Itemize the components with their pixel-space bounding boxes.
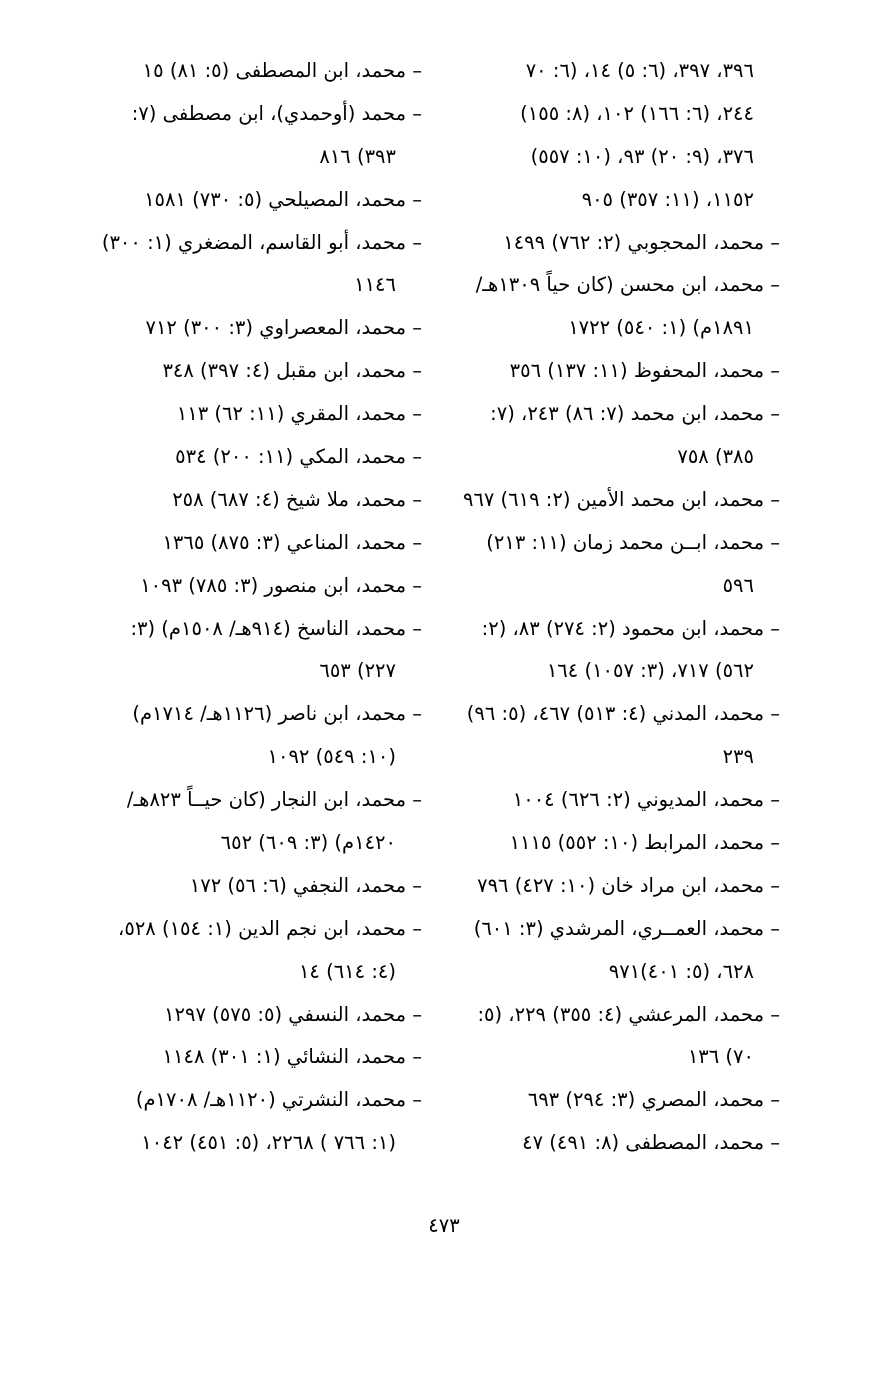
index-entry: – محمد، المحفوظ (١١: ١٣٧) ٣٥٦ bbox=[509, 359, 780, 383]
index-entry-continuation: (١: ٧٦٦ ) ٢٢٦٨، (٥: ٤٥١) ١٠٤٢ bbox=[141, 1131, 396, 1155]
index-entry: – محمد، ابن مراد خان (١٠: ٤٢٧) ٧٩٦ bbox=[477, 873, 780, 897]
index-entry: – محمد، ابن محمد الأمين (٢: ٦١٩) ٩٦٧ bbox=[462, 487, 780, 511]
index-entry: – محمد، ملا شيخ (٤: ٦٨٧) ٢٥٨ bbox=[172, 487, 422, 511]
index-entry: – محمد، النشائي (١: ٣٠١) ١١٤٨ bbox=[162, 1045, 422, 1069]
index-column-right bbox=[420, 50, 780, 1165]
index-entry-continuation: ٣٨٥) ٧٥٨ bbox=[677, 445, 754, 469]
index-entry: – محمد، ابن منصور (٣: ٧٨٥) ١٠٩٣ bbox=[140, 573, 422, 597]
index-entry: – محمد، المحجوبي (٢: ٧٦٢) ١٤٩٩ bbox=[503, 230, 780, 254]
index-entry: – محمد، المصيلحي (٥: ٧٣٠) ١٥٨١ bbox=[144, 187, 422, 211]
index-entry: – محمد، أبو القاسم، المضغري (١: ٣٠٠) bbox=[101, 230, 422, 254]
index-entry: – محمد، المقري (١١: ٦٢) ١١٣ bbox=[176, 402, 422, 426]
index-entry: – محمد، المصري (٣: ٢٩٤) ٦٩٣ bbox=[527, 1088, 780, 1112]
index-entry-continuation: ٣٩٣) ٨١٦ bbox=[319, 144, 396, 168]
index-entry: – محمد، ابن محمود (٢: ٢٧٤) ٨٣، (٢: bbox=[481, 616, 780, 640]
index-entry: – محمد، ابــن محمد زمان (١١: ٢١٣) bbox=[486, 530, 780, 554]
index-entry-continuation: ٢٤٤، (٦: ١٦٦) ١٠٢، (٨: ١٥٥) bbox=[520, 101, 754, 125]
page-number: ٤٧٣ bbox=[428, 1214, 460, 1237]
index-entry-continuation: ١٤٢٠م) (٣: ٦٠٩) ٦٥٢ bbox=[220, 831, 396, 855]
index-entry: – محمد، ابن نجم الدين (١: ١٥٤) ٥٢٨، bbox=[118, 916, 422, 940]
index-entry-continuation: ٢٢٧) ٦٥٣ bbox=[319, 659, 396, 683]
index-entry: – محمد، ابن النجار (كان حيــاً ٨٢٣هـ/ bbox=[126, 788, 422, 812]
index-entry: – محمد، العمــري، المرشدي (٣: ٦٠١) bbox=[473, 916, 780, 940]
index-entry: – محمد، ابن محمد (٧: ٨٦) ٢٤٣، (٧: bbox=[490, 402, 780, 426]
index-entry: – محمد، النشرتي (١١٢٠هـ/ ١٧٠٨م) bbox=[135, 1088, 422, 1112]
index-entry: – محمد، المصطفى (٨: ٤٩١) ٤٧ bbox=[522, 1131, 780, 1155]
index-entry: – محمد، المدني (٤: ٥١٣) ٤٦٧، (٥: ٩٦) bbox=[466, 702, 780, 726]
index-entry: – محمد، ابن محسن (كان حياً ١٣٠٩هـ/ bbox=[475, 273, 780, 297]
index-entry-continuation: ١١٤٦ bbox=[354, 273, 396, 297]
index-entry-continuation: ٧٠) ١٣٦ bbox=[687, 1045, 754, 1069]
index-entry-continuation: ١٨٩١م) (١: ٥٤٠) ١٧٢٢ bbox=[568, 316, 754, 340]
index-entry: – محمد، المديوني (٢: ٦٢٦) ١٠٠٤ bbox=[512, 788, 780, 812]
index-entry: – محمد، المرعشي (٤: ٣٥٥) ٢٢٩، (٥: bbox=[477, 1002, 780, 1026]
index-entry-continuation: ٣٩٦، ٣٩٧، (٦: ٥) ١٤، (٦: ٧٠ bbox=[525, 59, 754, 82]
index-entry: – محمد، النجفي (٦: ٥٦) ١٧٢ bbox=[189, 873, 422, 897]
index-entry: – محمد، المعصراوي (٣: ٣٠٠) ٧١٢ bbox=[145, 316, 422, 340]
index-entry-continuation: ٥٩٦ bbox=[722, 573, 754, 597]
index-entry-continuation: ٢٣٩ bbox=[722, 745, 754, 769]
index-entry: – محمد (أوحمدي)، ابن مصطفى (٧: bbox=[131, 101, 422, 125]
index-entry-continuation: ١١٥٢، (١١: ٣٥٧) ٩٠٥ bbox=[581, 187, 754, 211]
index-entry-continuation: ٦٢٨، (٥: ٤٠١)٩٧١ bbox=[608, 959, 754, 983]
index-entry: – محمد، الناسخ (٩١٤هـ/ ١٥٠٨م) (٣: bbox=[130, 616, 422, 640]
index-column-left bbox=[56, 50, 422, 1165]
index-entry: – محمد، المكي (١١: ٢٠٠) ٥٣٤ bbox=[175, 445, 422, 469]
index-entry: – محمد، النسفي (٥: ٥٧٥) ١٢٩٧ bbox=[164, 1002, 422, 1026]
index-entry: – محمد، ابن ناصر (١١٢٦هـ/ ١٧١٤م) bbox=[132, 702, 422, 726]
index-entry: – محمد، ابن المصطفى (٥: ٨١) ١٥ bbox=[142, 59, 422, 82]
index-entry-continuation: (١٠: ٥٤٩) ١٠٩٢ bbox=[267, 745, 396, 769]
index-entry: – محمد، المرابط (١٠: ٥٥٢) ١١١٥ bbox=[509, 831, 780, 855]
index-entry-continuation: (٤: ٦١٤) ١٤ bbox=[298, 959, 396, 983]
index-entry: – محمد، ابن مقبل (٤: ٣٩٧) ٣٤٨ bbox=[162, 359, 422, 383]
index-entry-continuation: ٥٦٢) ٧١٧، (٣: ١٠٥٧) ١٦٤ bbox=[546, 659, 754, 683]
index-entry: – محمد، المناعي (٣: ٨٧٥) ١٣٦٥ bbox=[162, 530, 422, 554]
index-entry-continuation: ٣٧٦، (٩: ٢٠) ٩٣، (١٠: ٥٥٧) bbox=[530, 144, 754, 168]
